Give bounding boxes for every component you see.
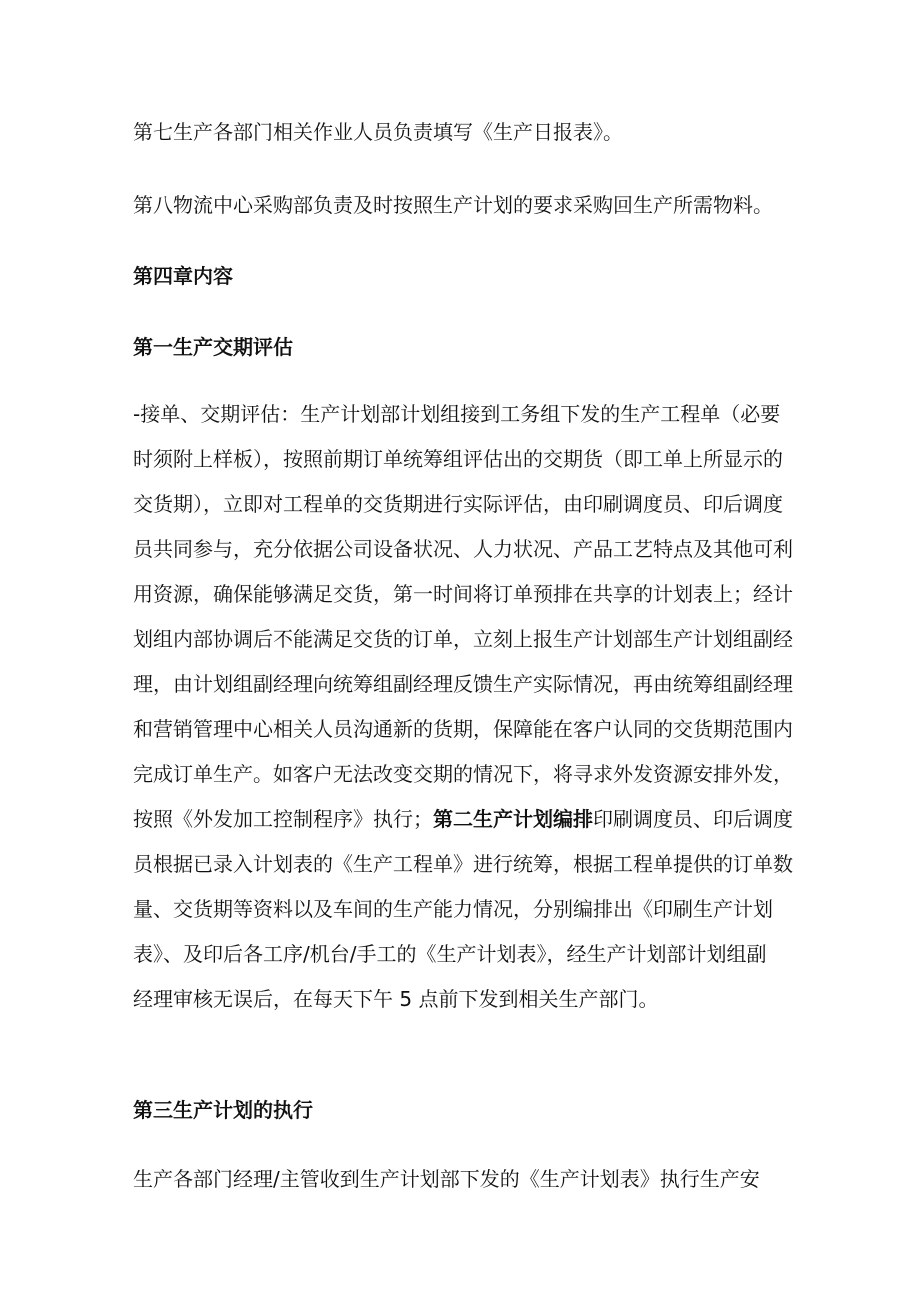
body-line: 理，由计划组副经理向统筹组副经理反馈生产实际情况，再由统筹组副经理: [133, 672, 793, 696]
body-line: 交货期），立即对工程单的交货期进行实际评估，由印刷调度员、印后调度: [133, 492, 783, 516]
body-line: 经理审核无误后，在每天下午 5 点前下发到相关生产部门。: [133, 987, 659, 1011]
body-line: 时须附上样板），按照前期订单统筹组评估出的交期货（即工单上所显示的: [133, 447, 783, 471]
body-line: 表》、及印后各工序/机台/手工的《生产计划表》，经生产计划部计划组副: [133, 942, 767, 966]
body-paragraph: [133, 400, 813, 1030]
chapter-4-heading: 第四章内容: [133, 264, 233, 288]
paragraph-item-8: 第八物流中心采购部负责及时按照生产计划的要求采购回生产所需物料。: [133, 193, 773, 217]
body-line-suffix: 印刷调度员、印后调度: [593, 807, 793, 831]
body-line: -接单、交期评估：生产计划部计划组接到工务组下发的生产工程单（必要: [133, 402, 781, 426]
body-line: 完成订单生产。如客户无法改变交期的情况下，将寻求外发资源安排外发，: [133, 762, 793, 786]
body-line-prefix: 按照《外发加工控制程序》执行；: [133, 807, 433, 831]
section-3-heading: 第三生产计划的执行: [133, 1098, 313, 1122]
final-paragraph: 生产各部门经理/主管收到生产计划部下发的《生产计划表》执行生产安: [133, 1167, 760, 1191]
body-line: 员共同参与，充分依据公司设备状况、人力状况、产品工艺特点及其他可利: [133, 537, 793, 561]
body-line: 用资源，确保能够满足交货，第一时间将订单预排在共享的计划表上；经计: [133, 582, 793, 606]
section-2-heading-inline: 第二生产计划编排: [433, 807, 593, 831]
section-1-heading: 第一生产交期评估: [133, 335, 293, 359]
body-line: 和营销管理中心相关人员沟通新的货期，保障能在客户认同的交货期范围内: [133, 717, 793, 741]
body-line: 员根据已录入计划表的《生产工程单》进行统筹，根据工程单提供的订单数: [133, 852, 793, 876]
paragraph-item-7: 第七生产各部门相关作业人员负责填写《生产日报表》。: [133, 120, 623, 144]
body-line: 量、交货期等资料以及车间的生产能力情况，分别编排出《印刷生产计划: [133, 897, 773, 921]
body-line-mixed: [133, 805, 813, 834]
body-line: 划组内部协调后不能满足交货的订单，立刻上报生产计划部生产计划组副经: [133, 627, 793, 651]
